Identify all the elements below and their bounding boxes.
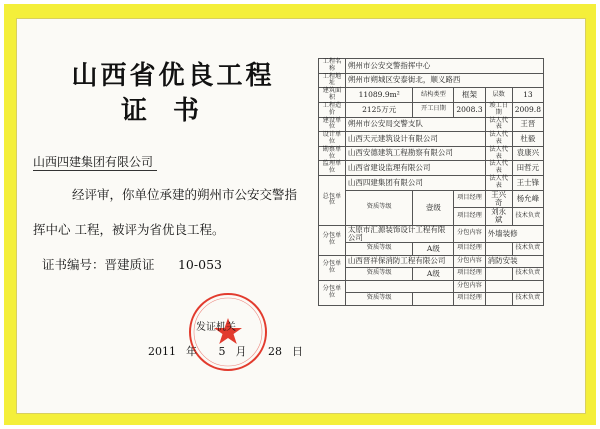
project-name-label: 工程名称 <box>319 59 346 74</box>
designer-value: 山西天元建筑设计有限公司 <box>345 132 485 147</box>
date-month-unit: 月 <box>235 345 247 358</box>
subcontractor-2-value: 山西晋祥保消防工程有限公司 <box>345 255 453 268</box>
subcontractor-1-value: 太原市汇源装饰设计工程有限公司 <box>345 225 453 243</box>
certificate-body-line1: 经评审，你单位承建的朔州市公安交警指 <box>72 187 298 202</box>
project-info-table <box>318 58 544 306</box>
surveyor-value: 山西安德建筑工程勘察有限公司 <box>345 146 485 161</box>
subcontractor-3-tech-label: 技术负责 <box>512 293 543 306</box>
qualification-label: 资质等级 <box>345 190 413 225</box>
floors-value: 13 <box>512 88 543 103</box>
surveyor-rep-value: 袁康兴 <box>512 146 543 161</box>
table-row <box>319 268 544 281</box>
area-label: 建筑面积 <box>319 88 346 103</box>
subcontractor-1-qual-label: 资质等级 <box>345 243 413 256</box>
certificate-title: 山西省优良工程 <box>71 61 275 91</box>
cost-value: 2125万元 <box>345 102 413 117</box>
qualification-value: 壹级 <box>413 190 454 225</box>
cert-no-label: 证书编号：晋建质证 <box>42 257 155 272</box>
gc-value: 山西四建集团有限公司 <box>345 176 485 191</box>
table-row <box>319 190 544 208</box>
table-row <box>319 102 544 117</box>
subcontractor-1-scope-value: 外墙装修 <box>485 225 543 243</box>
project-manager-label-2: 项目经理 <box>454 208 485 226</box>
gc-rep-value: 王士锋 <box>512 176 543 191</box>
project-manager-value: 王兴奇 <box>485 190 512 208</box>
subcontractor-3-scope-value <box>485 280 543 293</box>
gc-label: 总包单位 <box>319 176 346 226</box>
table-row <box>319 59 544 74</box>
subcontractor-1-scope-label: 分包内容 <box>454 225 485 243</box>
table-row <box>319 73 544 88</box>
subcontractor-1-qual-value: A级 <box>413 243 454 256</box>
subcontractor-2-pm-label: 项目经理 <box>454 268 485 281</box>
subcontractor-2-tech-label: 技术负责 <box>512 268 543 281</box>
owner-value: 朔州市公安局交警支队 <box>345 117 485 132</box>
certificate-number <box>42 255 222 273</box>
supervisor-value: 山西省建设监理有限公司 <box>345 161 485 176</box>
date-year: 2011 <box>148 345 176 358</box>
date-day: 28 <box>268 345 282 358</box>
project-location: 朔州市朔城区安泰街北，顺义路西 <box>345 73 543 88</box>
recipient-name: 山西四建集团有限公司 <box>33 153 157 171</box>
owner-rep-value: 王晋 <box>512 117 543 132</box>
subcontractor-3-scope-label: 分包内容 <box>454 280 485 293</box>
subcontractor-3-qual-value <box>413 293 454 306</box>
subcontractor-2-scope-label: 分包内容 <box>454 255 485 268</box>
table-row <box>319 293 544 306</box>
subcontractor-2-pm-value <box>485 268 512 281</box>
supervisor-rep-label: 法人代表 <box>485 161 512 176</box>
subcontractor-1-pm-label: 项目经理 <box>454 243 485 256</box>
tech-lead-label: 技术负责 <box>512 208 543 226</box>
subcontractor-3-pm-label: 项目经理 <box>454 293 485 306</box>
finish-label: 竣工日期 <box>485 102 512 117</box>
subcontractor-1-pm-value <box>485 243 512 256</box>
gc-rep-label: 法人代表 <box>485 176 512 191</box>
start-label: 开工日期 <box>413 102 454 117</box>
structure-label: 结构类型 <box>413 88 454 103</box>
area-value: 11089.9m² <box>345 88 413 103</box>
subcontractor-1-tech-label: 技术负责 <box>512 243 543 256</box>
table-row <box>319 88 544 103</box>
certificate-subtitle: 证书 <box>120 96 225 126</box>
cost-label: 工程造价 <box>319 102 346 117</box>
subcontractor-2-qual-label: 资质等级 <box>345 268 413 281</box>
subcontractor-3-label: 分包单位 <box>319 280 346 305</box>
date-day-unit: 日 <box>292 345 303 358</box>
table-row <box>319 243 544 256</box>
owner-label: 建设单位 <box>319 117 346 132</box>
table-row <box>319 176 544 191</box>
table-row <box>319 161 544 176</box>
table-row <box>319 280 544 293</box>
floors-label: 层数 <box>485 88 512 103</box>
date-month: 5 <box>218 345 226 358</box>
surveyor-rep-label: 法人代表 <box>485 146 512 161</box>
surveyor-label: 勘察单位 <box>319 146 346 161</box>
subcontractor-1-label: 分包单位 <box>319 225 346 255</box>
subcontractor-2-qual-value: A级 <box>413 268 454 281</box>
table-row <box>319 146 544 161</box>
issuer-label: 发证机关 <box>196 322 236 333</box>
cert-no-value: 10-053 <box>177 257 222 272</box>
designer-rep-value: 杜毅 <box>512 132 543 147</box>
designer-label: 设计单位 <box>319 132 346 147</box>
table-row <box>319 132 544 147</box>
owner-rep-label: 法人代表 <box>485 117 512 132</box>
certificate-body-line2: 挥中心 工程，被评为省优良工程。 <box>33 222 225 237</box>
project-manager-label: 项目经理 <box>454 190 485 208</box>
subcontractor-3-qual-label: 资质等级 <box>345 293 413 306</box>
project-manager-value-2: 刘永斌 <box>485 208 512 226</box>
subcontractor-3-pm-value <box>485 293 512 306</box>
project-location-label: 工程地址 <box>319 73 346 88</box>
finish-value: 2009.8 <box>512 102 543 117</box>
supervisor-rep-value: 田哲元 <box>512 161 543 176</box>
subcontractor-3-value <box>345 280 453 293</box>
subcontractor-2-scope-value: 消防安装 <box>485 255 543 268</box>
start-value: 2008.3 <box>454 102 485 117</box>
structure-value: 框架 <box>454 88 485 103</box>
date-year-unit: 年 <box>186 345 197 358</box>
subcontractor-2-label: 分包单位 <box>319 255 346 280</box>
issue-date <box>148 343 313 359</box>
tech-lead-value: 杨允峰 <box>512 190 543 208</box>
table-row <box>319 117 544 132</box>
designer-rep-label: 法人代表 <box>485 132 512 147</box>
table-row <box>319 255 544 268</box>
table-row <box>319 225 544 243</box>
supervisor-label: 监理单位 <box>319 161 346 176</box>
project-name: 朔州市公安交警指挥中心 <box>345 59 543 74</box>
